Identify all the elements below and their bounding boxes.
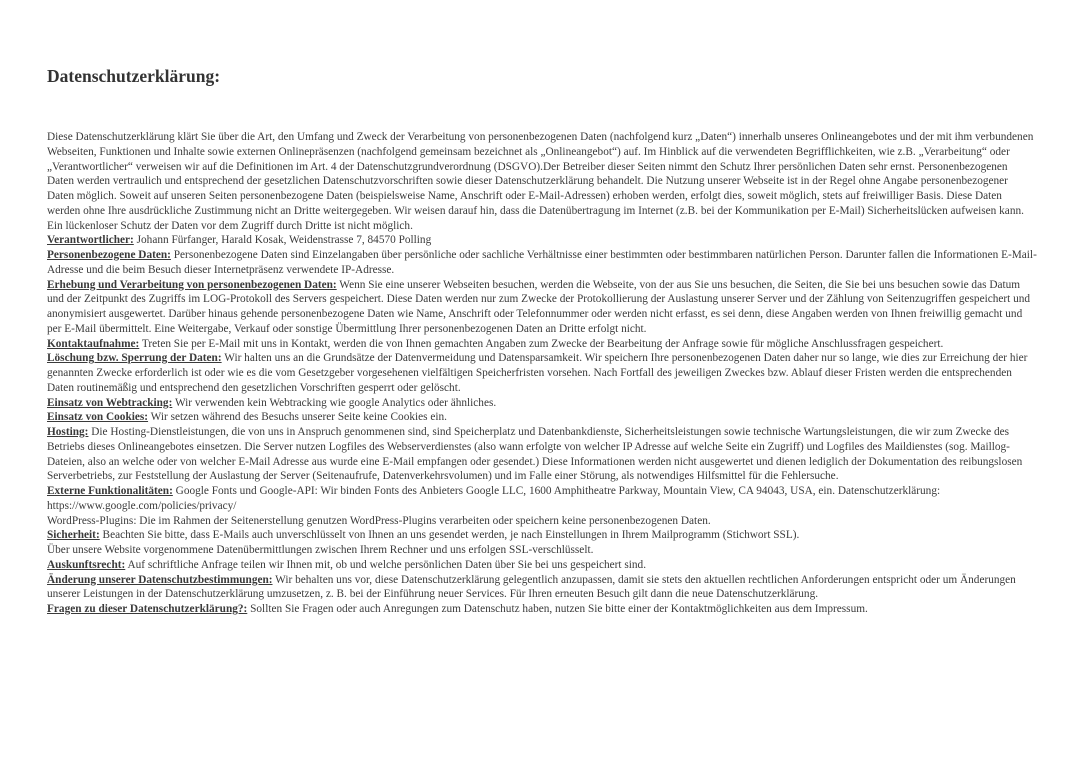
section-text: Wir halten uns an die Grundsätze der Datenvermeidung und Datensparsamkeit. Wir speichern Ihre personenbezogenen Daten daher nur so lange, wie dies zur Erreichung der hier genannten Zwecke erforderlich ist oder wie es die vom Gesetzgeber vorgesehenen vielfältigen Speicherfristen vorsehen. Nach Fortfall des jeweiligen Zweckes bzw. Ablauf dieser Fristen werden die entsprechenden Daten routinemäßig und entsprechend den gesetzlichen Vorschriften gesperrt oder gelöscht.: [47, 352, 1028, 394]
section-verantwortlicher: [47, 233, 1037, 248]
section-heading: Hosting:: [47, 426, 89, 438]
section-text: Wenn Sie eine unserer Webseiten besuchen, werden die Webseite, von der aus Sie uns besuchen, die Seiten, die Sie bei uns besuchen sowie das Datum und der Zeitpunkt des Zugriffs im LOG-Protokoll des Servers gespeichert. Diese Daten werden nur zum Zwecke der Protokollierung der Auslastung unserer Server und der Zählung von Seitenzugriffen gespeichert und anonymisiert ausgewertet. Darüber hinaus gehende personenbezogene Daten wie Name, Anschrift oder Telefonnummer oder werden nicht erfasst, es sei denn, diese Angaben werden von Ihnen freiwillig gemacht und per E-Mail übermittelt. Eine Weitergabe, Verkauf oder sonstige Übermittlung Ihrer personenbezogenen Daten an Dritte erfolgt nicht.: [47, 278, 1031, 335]
section-text: Sollten Sie Fragen oder auch Anregungen zum Datenschutz haben, nutzen Sie bitte einer der Kontaktmöglichkeiten aus dem Impressum.: [247, 603, 868, 615]
section-heading: Externe Funktionalitäten:: [47, 485, 173, 497]
section-text: Google Fonts und Google-API: Wir binden Fonts des Anbieters Google LLC, 1600 Amphitheatre Parkway, Mountain View, CA 94043, USA, ein. Datenschutzerklärung: https://www.google.com/policies/privacy/: [47, 485, 941, 512]
privacy-policy-body: [47, 130, 1037, 617]
section-heading: Einsatz von Cookies:: [47, 411, 149, 424]
intro-paragraph: Diese Datenschutzerklärung klärt Sie über die Art, den Umfang und Zweck der Verarbeitung von personenbezogenen Daten (nachfolgend kurz „Daten“) innerhalb unseres Onlineangebotes und der mit ihm verbundenen Webseiten, Funktionen und Inhalte sowie externen Onlinepräsenzen (nachfolgend gemeinsam bezeichnet als „Onlineangebot“) auf. Im Hinblick auf die verwendeten Begrifflichkeiten, wie z.B. „Verarbeitung“ oder „Verantwortlicher“ verweisen wir auf die Definitionen im Art. 4 der Datenschutzgrundverordnung (DSGVO).Der Betreiber dieser Seiten nimmt den Schutz Ihrer persönlichen Daten sehr ernst. Personenbezogenen Daten werden vertraulich und entsprechend der gesetzlichen Datenschutzvorschriften sowie dieser Datenschutzerklärung behandelt. Die Nutzung unserer Webseite ist in der Regel ohne Angabe personenbezogener Daten möglich. Soweit auf unseren Seiten personenbezogene Daten (beispielsweise Name, Anschrift oder E-Mail-Adressen) erhoben werden, erfolgt dies, soweit möglich, stets auf freiwilliger Basis. Diese Daten werden ohne Ihre ausdrückliche Zustimmung nicht an Dritte weitergegeben. Wir weisen darauf hin, dass die Datenübertragung im Internet (z.B. bei der Kommunikation per E-Mail) Sicherheitslücken aufweisen kann. Ein lückenloser Schutz der Daten vor dem Zugriff durch Dritte ist nicht möglich.: [47, 131, 1034, 232]
section-heading: Personenbezogene Daten:: [47, 249, 171, 261]
section-heading: Einsatz von Webtracking:: [47, 396, 173, 409]
section-wordpress-plugins: WordPress-Plugins: Die im Rahmen der Seitenerstellung genutzen WordPress-Plugins verarbeiten oder speichern keine personenbezogenen Daten.: [47, 514, 711, 527]
section-loeschung: [47, 351, 1037, 395]
section-auskunftsrecht: [47, 558, 1037, 573]
section-text: Auf schriftliche Anfrage teilen wir Ihnen mit, ob und welche persönlichen Daten über Sie bei uns gespeichert sind.: [125, 558, 647, 571]
section-hosting: [47, 425, 1037, 484]
section-cookies: [47, 410, 1037, 425]
section-ssl: Über unsere Website vorgenommene Datenübermittlungen zwischen Ihrem Rechner und uns erfolgen SSL-verschlüsselt.: [47, 544, 594, 556]
section-heading: Erhebung und Verarbeitung von personenbezogenen Daten:: [47, 278, 337, 291]
page-title: Datenschutzerklärung:: [47, 66, 221, 86]
section-text: Wir setzen während des Besuchs unserer Seite keine Cookies ein.: [148, 411, 447, 424]
section-kontaktaufnahme: [47, 337, 1037, 352]
section-text: Beachten Sie bitte, dass E-Mails auch unverschlüsselt von Ihnen an uns gesendet werden, je nach Einstellungen in Ihrem Mailprogramm (Stichwort SSL).: [99, 529, 800, 542]
section-heading: Auskunftsrecht:: [47, 558, 126, 571]
section-heading: Verantwortlicher:: [47, 234, 134, 247]
section-aenderung: [47, 573, 1037, 603]
section-heading: Änderung unserer Datenschutzbestimmungen:: [47, 573, 273, 586]
section-heading: Sicherheit:: [47, 529, 100, 542]
section-text: Die Hosting-Dienstleistungen, die von uns in Anspruch genommenen sind, sind Speicherplatz und Datenbankdienste, Sicherheitsleistungen sowie technische Wartungsleistungen, die wir zum Zwecke des Betriebs dieses Onlineangebotes einsetzen. Die Server nutzen Logfiles des Webserverdienstes (also wann erfolgte von welcher IP Adresse auf welche Seite ein Zugriff) und Logfiles des Maildienstes (sog. Maillog-Dateien, also an welche oder von welcher E-Mail Adresse aus wurde eine E-Mail empfangen oder gesendet.) Diese Informationen werden nicht ausgewertet und dienen lediglich der Dokumentation des reibungslosen Serverbetriebs, zur Feststellung der Auslastung der Server (Seitenaufrufe, Datenverkehrsvolumen) und im Falle einer Störung, als notwendiges Hilfsmittel für die Fehlersuche.: [47, 426, 1023, 483]
section-text: Wir verwenden kein Webtracking wie google Analytics oder ähnliches.: [172, 396, 497, 409]
section-text: Wir behalten uns vor, diese Datenschutzerklärung gelegentlich anzupassen, damit sie stets den aktuellen rechtlichen Anforderungen entspricht oder um Änderungen unserer Leistungen in der Datenschutzerklärung umzusetzen, z. B. bei der Einführung neuer Services. Für Ihren erneuten Besuch gilt dann die neue Datenschutzerklärung.: [47, 573, 1016, 601]
section-text: Treten Sie per E-Mail mit uns in Kontakt, werden die von Ihnen gemachten Angaben zum Zwecke der Bearbeitung der Anfrage sowie für mögliche Anschlussfragen gespeichert.: [139, 337, 944, 350]
section-externe-funktionalitaeten: [47, 484, 1037, 514]
section-erhebung: [47, 278, 1037, 337]
section-text: Personenbezogene Daten sind Einzelangaben über persönliche oder sachliche Verhältnisse einer bestimmten oder bestimmbaren natürlichen Person. Darunter fallen die Informationen E-Mail-Adresse und die beim Besuch dieser Internetpräsenz verwendete IP-Adresse.: [47, 249, 1037, 276]
section-fragen: [47, 602, 1037, 617]
section-personenbezogene-daten: [47, 248, 1037, 278]
section-sicherheit: [47, 528, 1037, 543]
section-heading: Fragen zu dieser Datenschutzerklärung?:: [47, 603, 248, 615]
section-heading: Kontaktaufnahme:: [47, 337, 140, 350]
section-heading: Löschung bzw. Sperrung der Daten:: [47, 352, 222, 365]
section-webtracking: [47, 396, 1037, 411]
section-text: Johann Fürfanger, Harald Kosak, Weidenstrasse 7, 84570 Polling: [133, 234, 432, 247]
